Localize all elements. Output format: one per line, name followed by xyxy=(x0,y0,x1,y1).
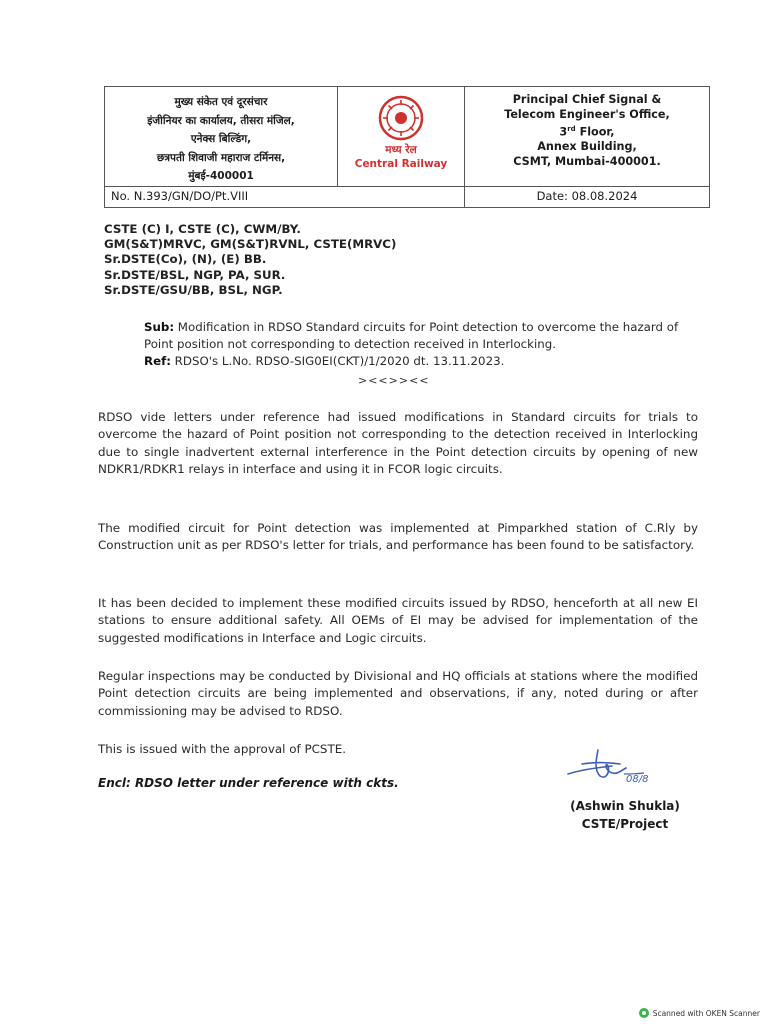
central-railway-emblem-icon xyxy=(378,95,424,141)
addressee-line: GM(S&T)MRVC, GM(S&T)RVNL, CSTE(MRVC) xyxy=(104,237,397,252)
address-line: CSMT, Mumbai-400001. xyxy=(513,154,661,168)
railway-name-hindi: मध्य रेल xyxy=(385,144,417,156)
addressee-line: CSTE (C) I, CSTE (C), CWM/BY. xyxy=(104,222,301,236)
address-line: Telecom Engineer's Office, xyxy=(504,107,670,121)
signatory-designation: CSTE/Project xyxy=(581,817,669,831)
addressee-line: Sr.DSTE/BSL, NGP, PA, SUR. xyxy=(104,267,286,282)
reference-number: No. N.393/GN/DO/Pt.VIII xyxy=(105,187,465,208)
body-paragraph: RDSO vide letters under reference had issued modifications in Standard circuits for trials to overcome the hazard of Point position not corresponding to the detection received in Interlocking due to single inadvertent external interference in the Point detection circuits by opening of new NDKR1/RDKR1 relays in interface and using it in FCOR logic circuits. xyxy=(98,410,698,476)
enclosure-note: Encl: RDSO letter under reference with ckts. xyxy=(98,776,399,790)
address-line: Annex Building, xyxy=(537,140,637,154)
reference-line: Ref: RDSO's L.No. RDSO-SIG0EI(CKT)/1/2020 dt. 13.11.2023. xyxy=(144,354,505,368)
body-paragraph: It has been decided to implement these modified circuits issued by RDSO, henceforth at all new EI stations to ensure additional safety. All OEMs of EI may be advised for implementation of the suggested modifications in Interface and Logic circuits. xyxy=(98,596,698,645)
body-paragraph: The modified circuit for Point detection was implemented at Pimparkhed station of C.Rly by Construction unit as per RDSO's letter for trials, and performance has been found to be satisfactory. xyxy=(98,521,698,553)
address-line: Principal Chief Signal & xyxy=(512,93,662,106)
addressee-line: Sr.DSTE/GSU/BB, BSL, NGP. xyxy=(104,282,283,297)
english-address-cell xyxy=(465,87,710,187)
signatory-name: (Ashwin Shukla) xyxy=(570,799,680,813)
address-line-floor: 3rd Floor, xyxy=(559,125,615,139)
hindi-line: मुख्य संकेत एवं दूरसंचार xyxy=(174,96,268,108)
body-paragraph: Regular inspections may be conducted by Divisional and HQ officials at stations where the modified Point detection circuits are being implemented and observations, if any, noted during or after commissioning may be advised to RDSO. xyxy=(98,669,698,718)
signatory-block xyxy=(560,797,690,833)
subject-block xyxy=(144,319,704,370)
hindi-address-cell xyxy=(105,87,338,187)
railway-name-english: Central Railway xyxy=(354,158,448,170)
letter-date: Date: 08.08.2024 xyxy=(465,187,710,208)
svg-text:08/8: 08/8 xyxy=(626,774,649,785)
scanner-logo-icon xyxy=(639,1008,649,1018)
scanner-watermark xyxy=(639,1008,760,1018)
hindi-line: इंजीनियर का कार्यालय, तीसरा मंजिल, xyxy=(147,114,295,127)
handwritten-signature xyxy=(560,744,670,794)
subject-line: Sub: Modification in RDSO Standard circuits for Point detection to overcome the hazard of Point position not corresponding to detection received in Interlocking. xyxy=(144,320,679,351)
hindi-line: एनेक्स बिल्डिंग, xyxy=(190,133,252,145)
hindi-line: मुंबई-400001 xyxy=(188,170,254,182)
scanner-text: Scanned with OKEN Scanner xyxy=(652,1008,760,1018)
logo-cell xyxy=(338,87,465,187)
addressee-list xyxy=(104,222,396,298)
hindi-line: छत्रपती शिवाजी महाराज टर्मिनस, xyxy=(156,151,286,164)
letterhead-table xyxy=(104,86,710,208)
addressee-line: Sr.DSTE(Co), (N), (E) BB. xyxy=(104,252,267,267)
approval-line: This is issued with the approval of PCSTE. xyxy=(98,742,347,756)
section-separator: ><<>><< xyxy=(358,374,430,387)
